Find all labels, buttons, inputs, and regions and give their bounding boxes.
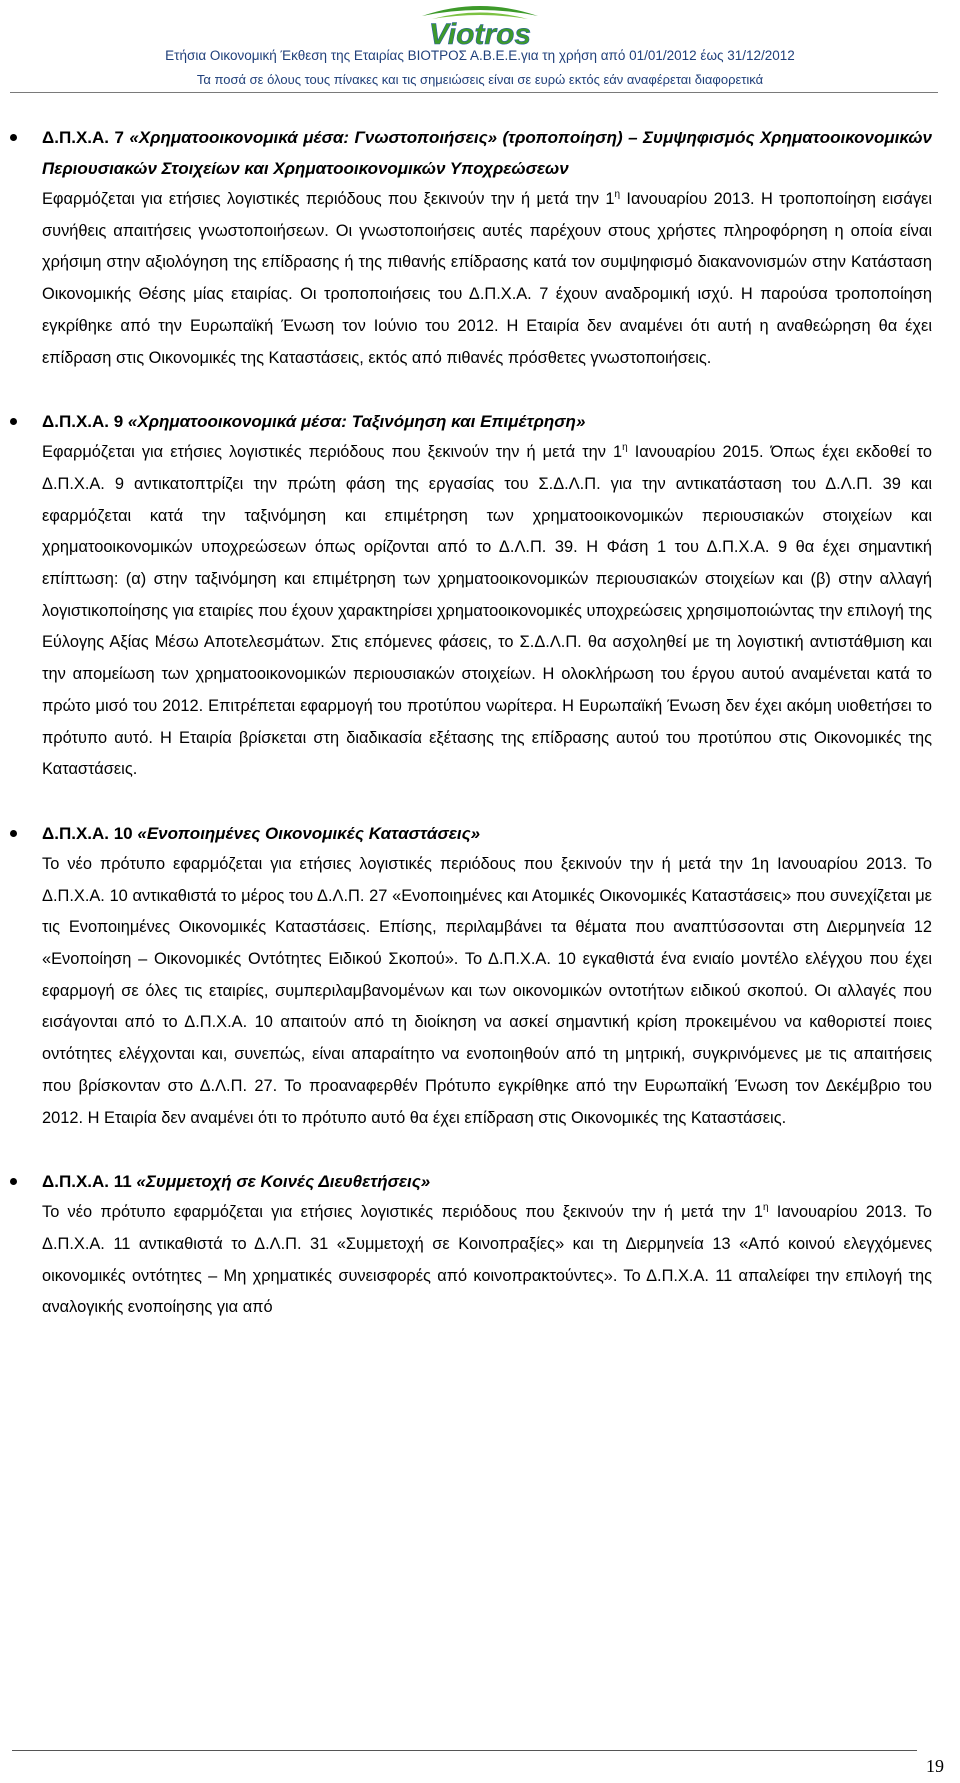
superscript: η <box>614 189 621 200</box>
section-title-text: «Χρηματοοικονομικά μέσα: Γνωστοποιήσεις» (τροποποίηση) – Συμψηφισμός Χρηματοοικονομικών Περιουσιακών Στοιχείων και Χρηματοοικονομικών Υποχρεώσεων <box>42 128 932 178</box>
section-paragraph <box>42 184 932 374</box>
superscript: η <box>622 442 628 454</box>
section-title-text: «Ενοποιημένες Οικονομικές Καταστάσεις» <box>132 823 481 843</box>
section-title-text: «Χρηματοοικονομικά μέσα: Ταξινόμηση και Επιμέτρηση» <box>123 412 586 432</box>
paragraph-text: Εφαρμόζεται για ετήσιες λογιστικές περιόδους που ξεκινούν την ή μετά την 1 <box>42 190 615 208</box>
section-ifrs-10 <box>0 818 932 1134</box>
logo-text: Viotros <box>428 18 532 51</box>
section-title <box>42 818 932 849</box>
paragraph-text: Το νέο πρότυπο εφαρμόζεται για ετήσιες λογιστικές περιόδους που ξεκινούν την ή μετά την 1η Ιανουαρίου 2013. Το Δ.Π.Χ.Α. 10 αντικαθιστά το μέρος του Δ.Λ.Π. 27 «Ενοποιημένες και Ατομικές Οικονομικές Καταστάσεις» που συνεχίζεται με τις Ενοποιημένες Οικονομικές Καταστάσεις. Επίσης, περιλαμβάνει τα θέματα που αναπτύσσονται στη Διερμηνεία 12 «Ενοποίηση – Οικονομικές Οντότητες Ειδικού Σκοπού». Το Δ.Π.Χ.Α. 10 εγκαθιστά ένα ενιαίο μοντέλο ελέγχου που έχει εφαρμογή σε όλες τις εταιρίες, συμπεριλαμβανομένων και των οικονομικών οντοτήτων ειδικού σκοπού. Οι αλλαγές που εισάγονται από το Δ.Π.Χ.Α. 10 απαιτούν από τη διοίκηση να ασκεί σημαντική κρίση προκειμένου να καθοριστεί ποιες οντότητες ελέγχονται και, συνεπώς, είναι απαραίτητο να ενοποιηθούν από τη μητρική, συγκρινόμενες με τις απαιτήσεις που βρίσκονταν στο Δ.Λ.Π. 27. Το προαναφερθέν Πρότυπο εγκρίθηκε από την Ευρωπαϊκή Ένωση τον Δεκέμβριο του 2012. Η Εταιρία δεν αναμένει ότι το πρότυπο αυτό θα έχει επίδραση στις Οικονομικές της Καταστάσεις. <box>42 854 932 1127</box>
paragraph-text-cont: Ιανουαρίου 2015. Όπως έχει εκδοθεί το Δ.Π.Χ.Α. 9 αντικατοπτρίζει την πρώτη φάση της εργασίας του Σ.Δ.Λ.Π. για την αντικατάσταση του Δ.Λ.Π. 39 και εφαρμόζεται κατά την ταξινόμηση και επιμέτρηση των χρηματοοικονομικών περιουσιακών στοιχείων και χρηματοοικονομικών υποχρεώσεων όπως ορίζονται από το Δ.Λ.Π. 39. Η Φάση 1 του Δ.Π.Χ.Α. 9 θα έχει σημαντική επίπτωση: (α) στην ταξινόμηση και επιμέτρηση των χρηματοοικονομικών περιουσιακών στοιχείων και (β) στην αλλαγή λογιστικοποίησης για εταιρίες που έχουν χαρακτηρίσει χρηματοοικονομικές υποχρεώσεις χρησιμοποιώντας την επιλογή της Εύλογης Αξίας Μέσω Αποτελεσμάτων. Στις επόμενες φάσεις, το Σ.Δ.Λ.Π. θα ασχοληθεί με τη λογιστική αντιστάθμιση και την απομείωση των χρηματοοικονομικών περιουσιακών στοιχείων. Η ολοκλήρωση του έργου αυτού αναμένεται κατά το πρώτο μισό του 2012. Επιτρέπεται εφαρμογή του προτύπου νωρίτερα. Η Ευρωπαϊκή Ένωση δεν έχει ακόμη υιοθετήσει το πρότυπο αυτό. Η Εταιρία βρίσκεται στη διαδικασία εξέτασης της επίδρασης αυτού του προτύπου στις Οικονομικές της Καταστάσεις. <box>42 443 932 779</box>
section-title <box>42 406 932 437</box>
page-header <box>0 0 960 87</box>
bullet-icon <box>10 1178 17 1185</box>
header-title: Ετήσια Οικονομική Έκθεση της Εταιρίας ΒΙΟΤΡΟΣ Α.Β.Ε.Ε.για τη χρήση από 01/01/2012 έως 31/12/2012 <box>165 48 795 63</box>
paragraph-text-cont: Ιανουαρίου 2013. Το Δ.Π.Χ.Α. 11 αντικαθιστά το Δ.Λ.Π. 31 «Συμμετοχή σε Κοινοπραξίες» και τη Διερμηνεία 13 «Από κοινού ελεγχόμενες οικονομικές οντότητες – Μη χρηματικές συνεισφορές από κοινοπρακτούντες». Το Δ.Π.Χ.Α. 11 απαλείφει την επιλογή της αναλογικής ενοποίησης για από <box>42 1203 932 1317</box>
page-number: 19 <box>926 1756 944 1776</box>
section-code: Δ.Π.Χ.Α. 7 <box>42 128 124 147</box>
section-paragraph <box>42 1197 932 1324</box>
section-code: Δ.Π.Χ.Α. 9 <box>42 412 124 432</box>
section-ifrs-11 <box>0 1166 932 1324</box>
superscript: η <box>762 1202 769 1214</box>
paragraph-text: Το νέο πρότυπο εφαρμόζεται για ετήσιες λογιστικές περιόδους που ξεκινούν την ή μετά την 1 <box>42 1203 763 1222</box>
viotros-logo <box>392 2 568 52</box>
paragraph-text: Εφαρμόζεται για ετήσιες λογιστικές περιόδους που ξεκινούν την ή μετά την 1 <box>42 443 623 462</box>
header-divider <box>10 92 938 93</box>
section-ifrs-9 <box>0 406 932 786</box>
section-paragraph <box>42 849 932 1134</box>
header-subtitle: Τα ποσά σε όλους τους πίνακες και τις σημειώσεις είναι σε ευρώ εκτός εάν αναφέρεται διαφορετικά <box>196 72 764 87</box>
bullet-icon <box>10 418 17 425</box>
bullet-icon <box>10 830 17 837</box>
section-code: Δ.Π.Χ.Α. 10 <box>42 823 133 843</box>
section-title <box>42 1166 932 1197</box>
paragraph-text-cont: Ιανουαρίου 2013. Η τροποποίηση εισάγει συνήθεις απαιτήσεις γνωστοποιήσεων. Οι γνωστοποιήσεις αυτές παρέχουν στους χρήστες πληροφόρηση η οποία είναι χρήσιμη στην αξιολόγηση της επίδρασης ή της πιθανής επίδρασης κατά τον συμψηφισμό διακανονισμών στην Κατάσταση Οικονομικής Θέσης μίας εταιρίας. Οι τροποποιήσεις του Δ.Π.Χ.Α. 7 έχουν αναδρομική ισχύ. Η παρούσα τροποποίηση εγκρίθηκε από την Ευρωπαϊκή Ένωση τον Ιούνιο του 2012. Η Εταιρία δεν αναμένει ότι αυτή η αναθεώρηση θα έχει επίδραση στις Οικονομικές της Καταστάσεις, εκτός από πιθανές πρόσθετες γνωστοποιήσεις. <box>42 190 932 367</box>
section-title <box>42 122 932 184</box>
section-paragraph <box>42 437 932 786</box>
section-title-text: «Συμμετοχή σε Κοινές Διευθετήσεις» <box>131 1172 431 1192</box>
section-code: Δ.Π.Χ.Α. 11 <box>42 1172 132 1192</box>
footer-divider <box>12 1750 917 1751</box>
bullet-icon <box>10 134 17 141</box>
section-ifrs-7 <box>0 122 932 374</box>
document-body <box>0 122 960 1324</box>
